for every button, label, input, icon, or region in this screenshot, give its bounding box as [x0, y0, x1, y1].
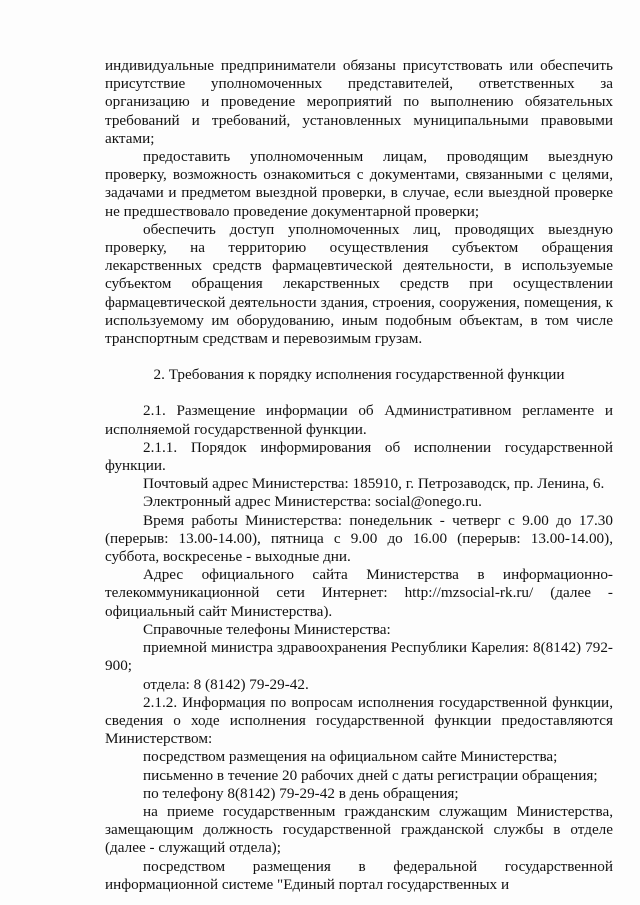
paragraph-provide-documents: предоставить уполномоченным лицам, проводящим выездную проверку, возможность ознакомиться с документами, связанными с целями, задачами и предметом выездной проверки, в случае, если выездной проверке не предшествовало проведение документарной проверки; — [105, 148, 613, 220]
paragraph-obligations-presence: индивидуальные предприниматели обязаны присутствовать или обеспечить присутствие уполномоченных представителей, ответственных за организацию и проведение мероприятий по выполнению обязательных требований и требований, установленных муниципальными правовыми актами; — [105, 57, 613, 147]
paragraph-department-phone: отдела: 8 (8142) 79-29-42. — [143, 675, 309, 693]
paragraph-2-1-1: 2.1.1. Порядок информирования об исполнении государственной функции. — [105, 438, 613, 475]
paragraph-in-person: на приеме государственным гражданским служащим Министерства, замещающим должность государственной гражданской службы в отделе (далее - служащий отдела); — [105, 802, 613, 857]
paragraph-working-hours: Время работы Министерства: понедельник - четверг с 9.00 до 17.30 (перерыв: 13.00-14.00), пятница с 9.00 до 16.00 (перерыв: 13.00-14.00), суббота, воскресенье - выходные дни. — [105, 511, 613, 566]
paragraph-2-1-2: 2.1.2. Информация по вопросам исполнения государственной функции, сведения о ходе исполнения государственной функции предоставляются Министерством: — [105, 693, 613, 748]
paragraph-in-writing: письменно в течение 20 рабочих дней с даты регистрации обращения; — [143, 766, 598, 784]
paragraph-by-phone: по телефону 8(8142) 79-29-42 в день обращения; — [143, 784, 459, 802]
document-text — [105, 57, 613, 894]
paragraph-provide-access: обеспечить доступ уполномоченных лиц, проводящих выездную проверку, на территорию осуществления субъектом обращения лекарственных средств фармацевтической деятельности, в используемые субъектом обращения лекарственных средств при осуществлении фармацевтической деятельности здания, строения, сооружения, помещения, к используемому им оборудованию, иным подобным объектам, в том числе транспортным средствам и перевозимым грузам. — [105, 220, 613, 348]
paragraph-email-address: Электронный адрес Министерства: social@onego.ru. — [143, 493, 482, 511]
paragraph-phones-heading: Справочные телефоны Министерства: — [143, 620, 391, 638]
paragraph-2-1: 2.1. Размещение информации об Административном регламенте и исполняемой государственной функции. — [105, 402, 613, 438]
section-heading: 2. Требования к порядку исполнения государственной функции — [153, 366, 565, 384]
paragraph-via-website: посредством размещения на официальном сайте Министерства; — [143, 748, 558, 766]
paragraph-website: Адрес официального сайта Министерства в информационно-телекоммуникационной сети Интернет: http://mzsocial-rk.ru/ (далее - официальный сайт Министерства). — [105, 566, 613, 620]
paragraph-federal-portal: посредством размещения в федеральной государственной информационной системе "Единый портал государственных и — [105, 857, 613, 893]
paragraph-postal-address: Почтовый адрес Министерства: 185910, г. Петрозаводск, пр. Ленина, 6. — [143, 475, 605, 493]
paragraph-reception-phone: приемной министра здравоохранения Республики Карелия: 8(8142) 792-900; — [105, 639, 613, 675]
